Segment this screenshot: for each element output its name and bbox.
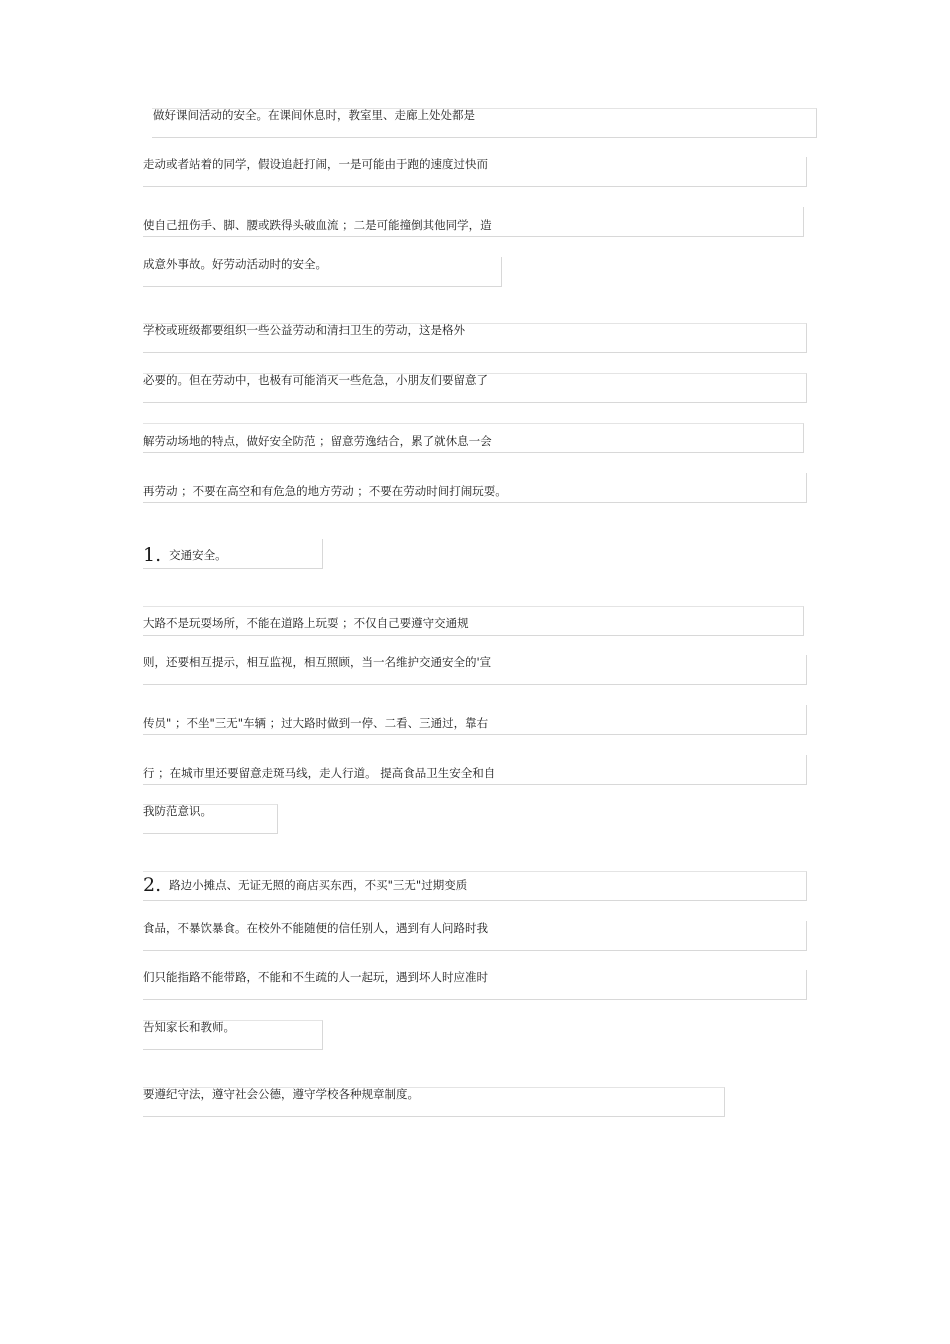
text-line: 们只能指路不能带路，不能和不生疏的人一起玩，遇到坏人时应准时 [143,970,488,984]
text-line: 再劳动 ；不要在高空和有危急的地方劳动 ；不要在劳动时间打闹玩耍。 [143,484,507,498]
list-number: 2. [143,874,162,896]
section-heading-traffic [143,544,227,566]
text-line: 告知家长和教师。 [143,1020,235,1034]
text-line: 我防范意识。 [143,804,212,818]
text-line: 使自己扭伤手、脚、腰或跌得头破血流 ；二是可能撞倒其他同学，造 [143,218,492,232]
text-line: 则，还要相互提示，相互监视，相互照顾，当一名维护交通安全的'宣 [143,655,492,669]
text-line: 成意外事故。好劳动活动时的安全。 [143,257,327,271]
text-line: 解劳动场地的特点，做好安全防范 ；留意劳逸结合，累了就休息一会 [143,434,492,448]
text-line: 要遵纪守法，遵守社会公德，遵守学校各种规章制度。 [143,1087,419,1101]
list-number: 1. [143,544,162,566]
section-item-2 [143,874,468,896]
text-line: 做好课间活动的安全。在课间休息时，教室里、走廊上处处都是 [153,108,475,122]
text-line: 学校或班级都要组织一些公益劳动和清扫卫生的劳动，这是格外 [143,323,465,337]
text-line: 食品，不暴饮暴食。在校外不能随便的信任别人，遇到有人问路时我 [143,921,488,935]
text-line: 必要的。但在劳动中，也极有可能消灭一些危急，小朋友们要留意了 [143,373,488,387]
text-line: 走动或者站着的同学，假设追赶打闹，一是可能由于跑的速度过快而 [143,157,488,171]
heading-text: 交通安全。 [169,548,227,562]
text-line: 大路不是玩耍场所，不能在道路上玩耍 ；不仅自己要遵守交通规 [143,616,469,630]
text-line: 传员" ；不坐"三无"车辆 ；过大路时做到一停、二看、三通过，靠右 [143,716,489,730]
text-line: 行 ；在城市里还要留意走斑马线，走人行道。 提高食品卫生安全和自 [143,766,496,780]
item-text: 路边小摊点、无证无照的商店买东西，不买"三无"过期变质 [169,878,468,892]
